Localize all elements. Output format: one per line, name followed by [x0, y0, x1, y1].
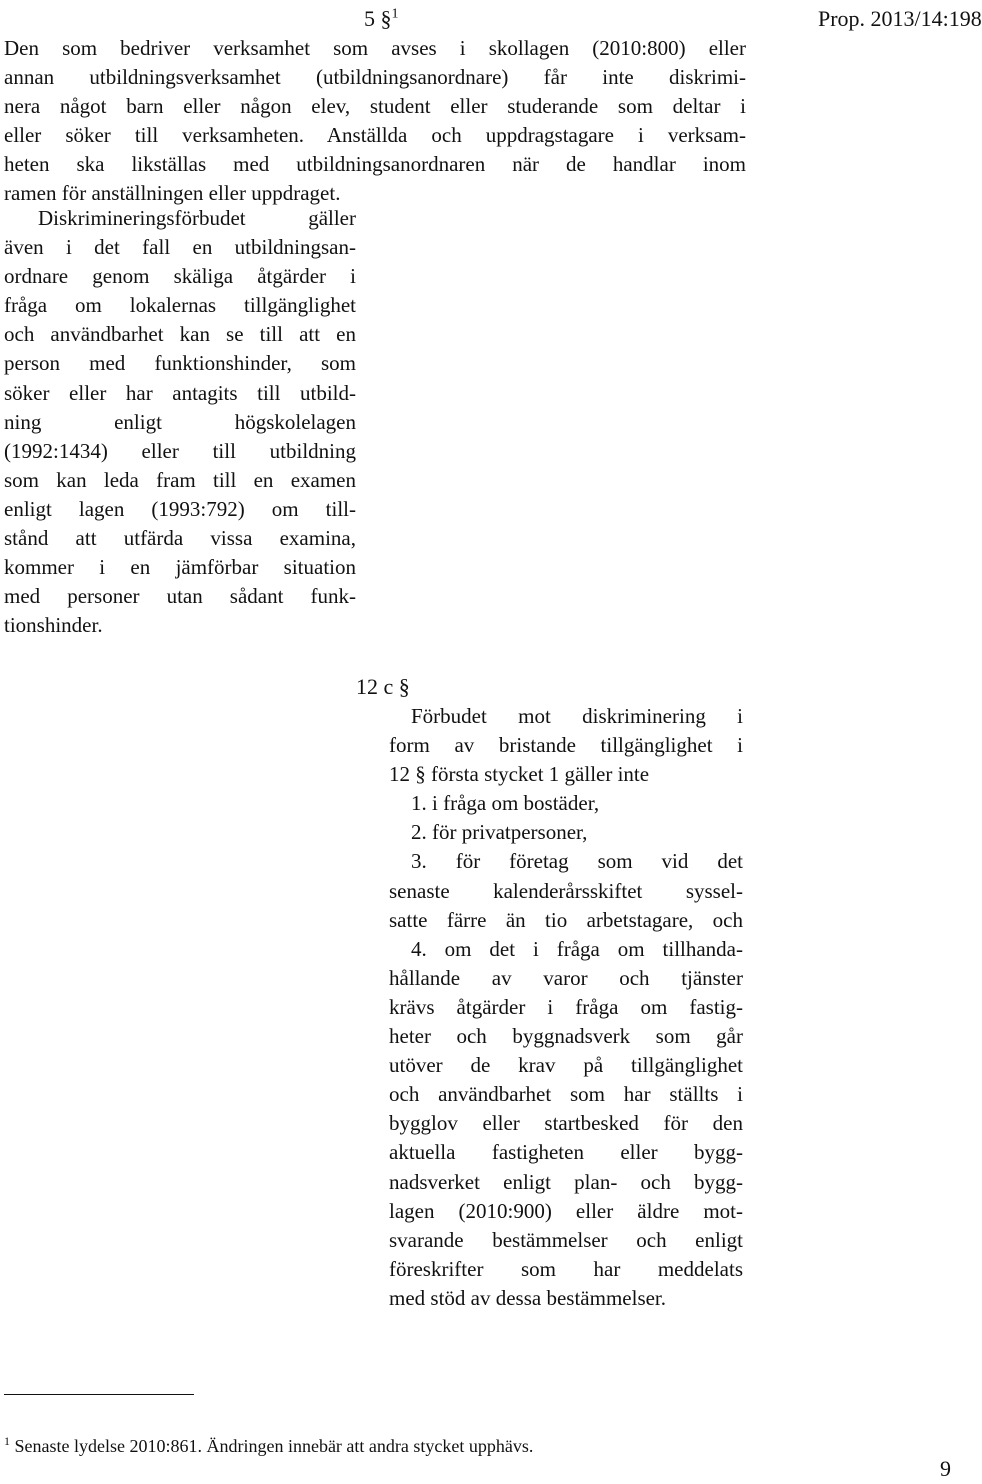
section-heading-5: [364, 6, 399, 32]
proposition-reference: Prop. 2013/14:198: [818, 6, 982, 31]
text-line: kommer i en jämförbar situation: [4, 555, 356, 580]
text-line: heter och byggnadsverk som går: [389, 1024, 743, 1049]
text-line: annan utbildningsverksamhet (utbildningsanordnare) får inte diskrimi-: [4, 65, 746, 89]
exception-list: [389, 789, 743, 1313]
text-line: nadsverket enligt plan- och bygg-: [389, 1169, 743, 1194]
text-line: ordnare genom skäliga åtgärder i: [4, 264, 356, 289]
section-12c-body: [389, 702, 743, 1313]
text-line: svarande bestämmelser och enligt: [389, 1227, 743, 1252]
text-line: krävs åtgärder i fråga om fastig-: [389, 994, 743, 1019]
text-line: aktuella fastigheten eller bygg-: [389, 1140, 743, 1165]
text-line: lagen (2010:900) eller äldre mot-: [389, 1198, 743, 1223]
text-line: och användbarhet som har ställts i: [389, 1082, 743, 1107]
text-line: fråga om lokalernas tillgänglighet: [4, 293, 356, 318]
text-line: och användbarhet kan se till att en: [4, 322, 356, 347]
text-line: form av bristande tillgänglighet i: [389, 733, 743, 758]
footnote-divider: [4, 1394, 194, 1395]
text-line: söker eller har antagits till utbild-: [4, 380, 356, 405]
list-item: 4. om det i fråga om tillhanda-: [411, 936, 743, 961]
text-line: som kan leda fram till en examen: [4, 467, 356, 492]
text-line: Den som bedriver verksamhet som avses i skollagen (2010:800) eller: [4, 36, 746, 60]
text-line: 12 § första stycket 1 gäller inte: [389, 762, 650, 787]
text-line: ning enligt högskolelagen: [4, 409, 356, 434]
section-heading-12c: 12 c §: [356, 674, 410, 699]
list-item: 2. för privatpersoner,: [411, 820, 588, 845]
text-line: föreskrifter som har meddelats: [389, 1256, 743, 1281]
list-item: 1. i fråga om bostäder,: [411, 791, 600, 816]
text-line: nera något barn eller någon elev, student eller studerande som deltar i: [4, 94, 746, 118]
page-number: 9: [940, 1456, 951, 1481]
text-line: Förbudet mot diskriminering i: [411, 704, 743, 728]
footnote-text: Senaste lydelse 2010:861. Ändringen innebär att andra stycket upphävs.: [14, 1436, 534, 1456]
text-line: med personer utan sådant funk-: [4, 584, 356, 609]
text-line: enligt lagen (1993:792) om till-: [4, 496, 356, 521]
text-line: stånd att utfärda vissa examina,: [4, 526, 356, 551]
text-line: även i det fall en utbildningsan-: [4, 235, 356, 260]
list-item: 3. för företag som vid det: [411, 849, 743, 874]
text-line: person med funktionshinder, som: [4, 351, 356, 376]
text-line: eller söker till verksamheten. Anställda och uppdragstagare i verksam-: [4, 123, 746, 147]
footnote: [4, 1434, 533, 1457]
footnote-ref: 1: [391, 6, 399, 22]
text-line: tionshinder.: [4, 613, 103, 638]
footnote-mark: 1: [4, 1434, 10, 1448]
text-line: hållande av varor och tjänster: [389, 965, 743, 990]
text-line: satte färre än tio arbetstagare, och: [389, 907, 743, 932]
text-line: ramen för anställningen eller uppdraget.: [4, 181, 341, 205]
text-line: bygglov eller startbesked för den: [389, 1111, 743, 1136]
paragraph-2: [4, 204, 356, 640]
text-line: utöver de krav på tillgänglighet: [389, 1053, 743, 1078]
text-line: med stöd av dessa bestämmelser.: [389, 1285, 667, 1310]
text-line: Diskrimineringsförbudet gäller: [38, 206, 356, 230]
text-line: heten ska likställas med utbildningsanordnaren när de handlar inom: [4, 152, 746, 176]
section-label: 5 §: [364, 6, 392, 31]
paragraph-1: [4, 34, 746, 208]
text-line: senaste kalenderårsskiftet syssel-: [389, 878, 743, 903]
text-line: (1992:1434) eller till utbildning: [4, 438, 356, 463]
